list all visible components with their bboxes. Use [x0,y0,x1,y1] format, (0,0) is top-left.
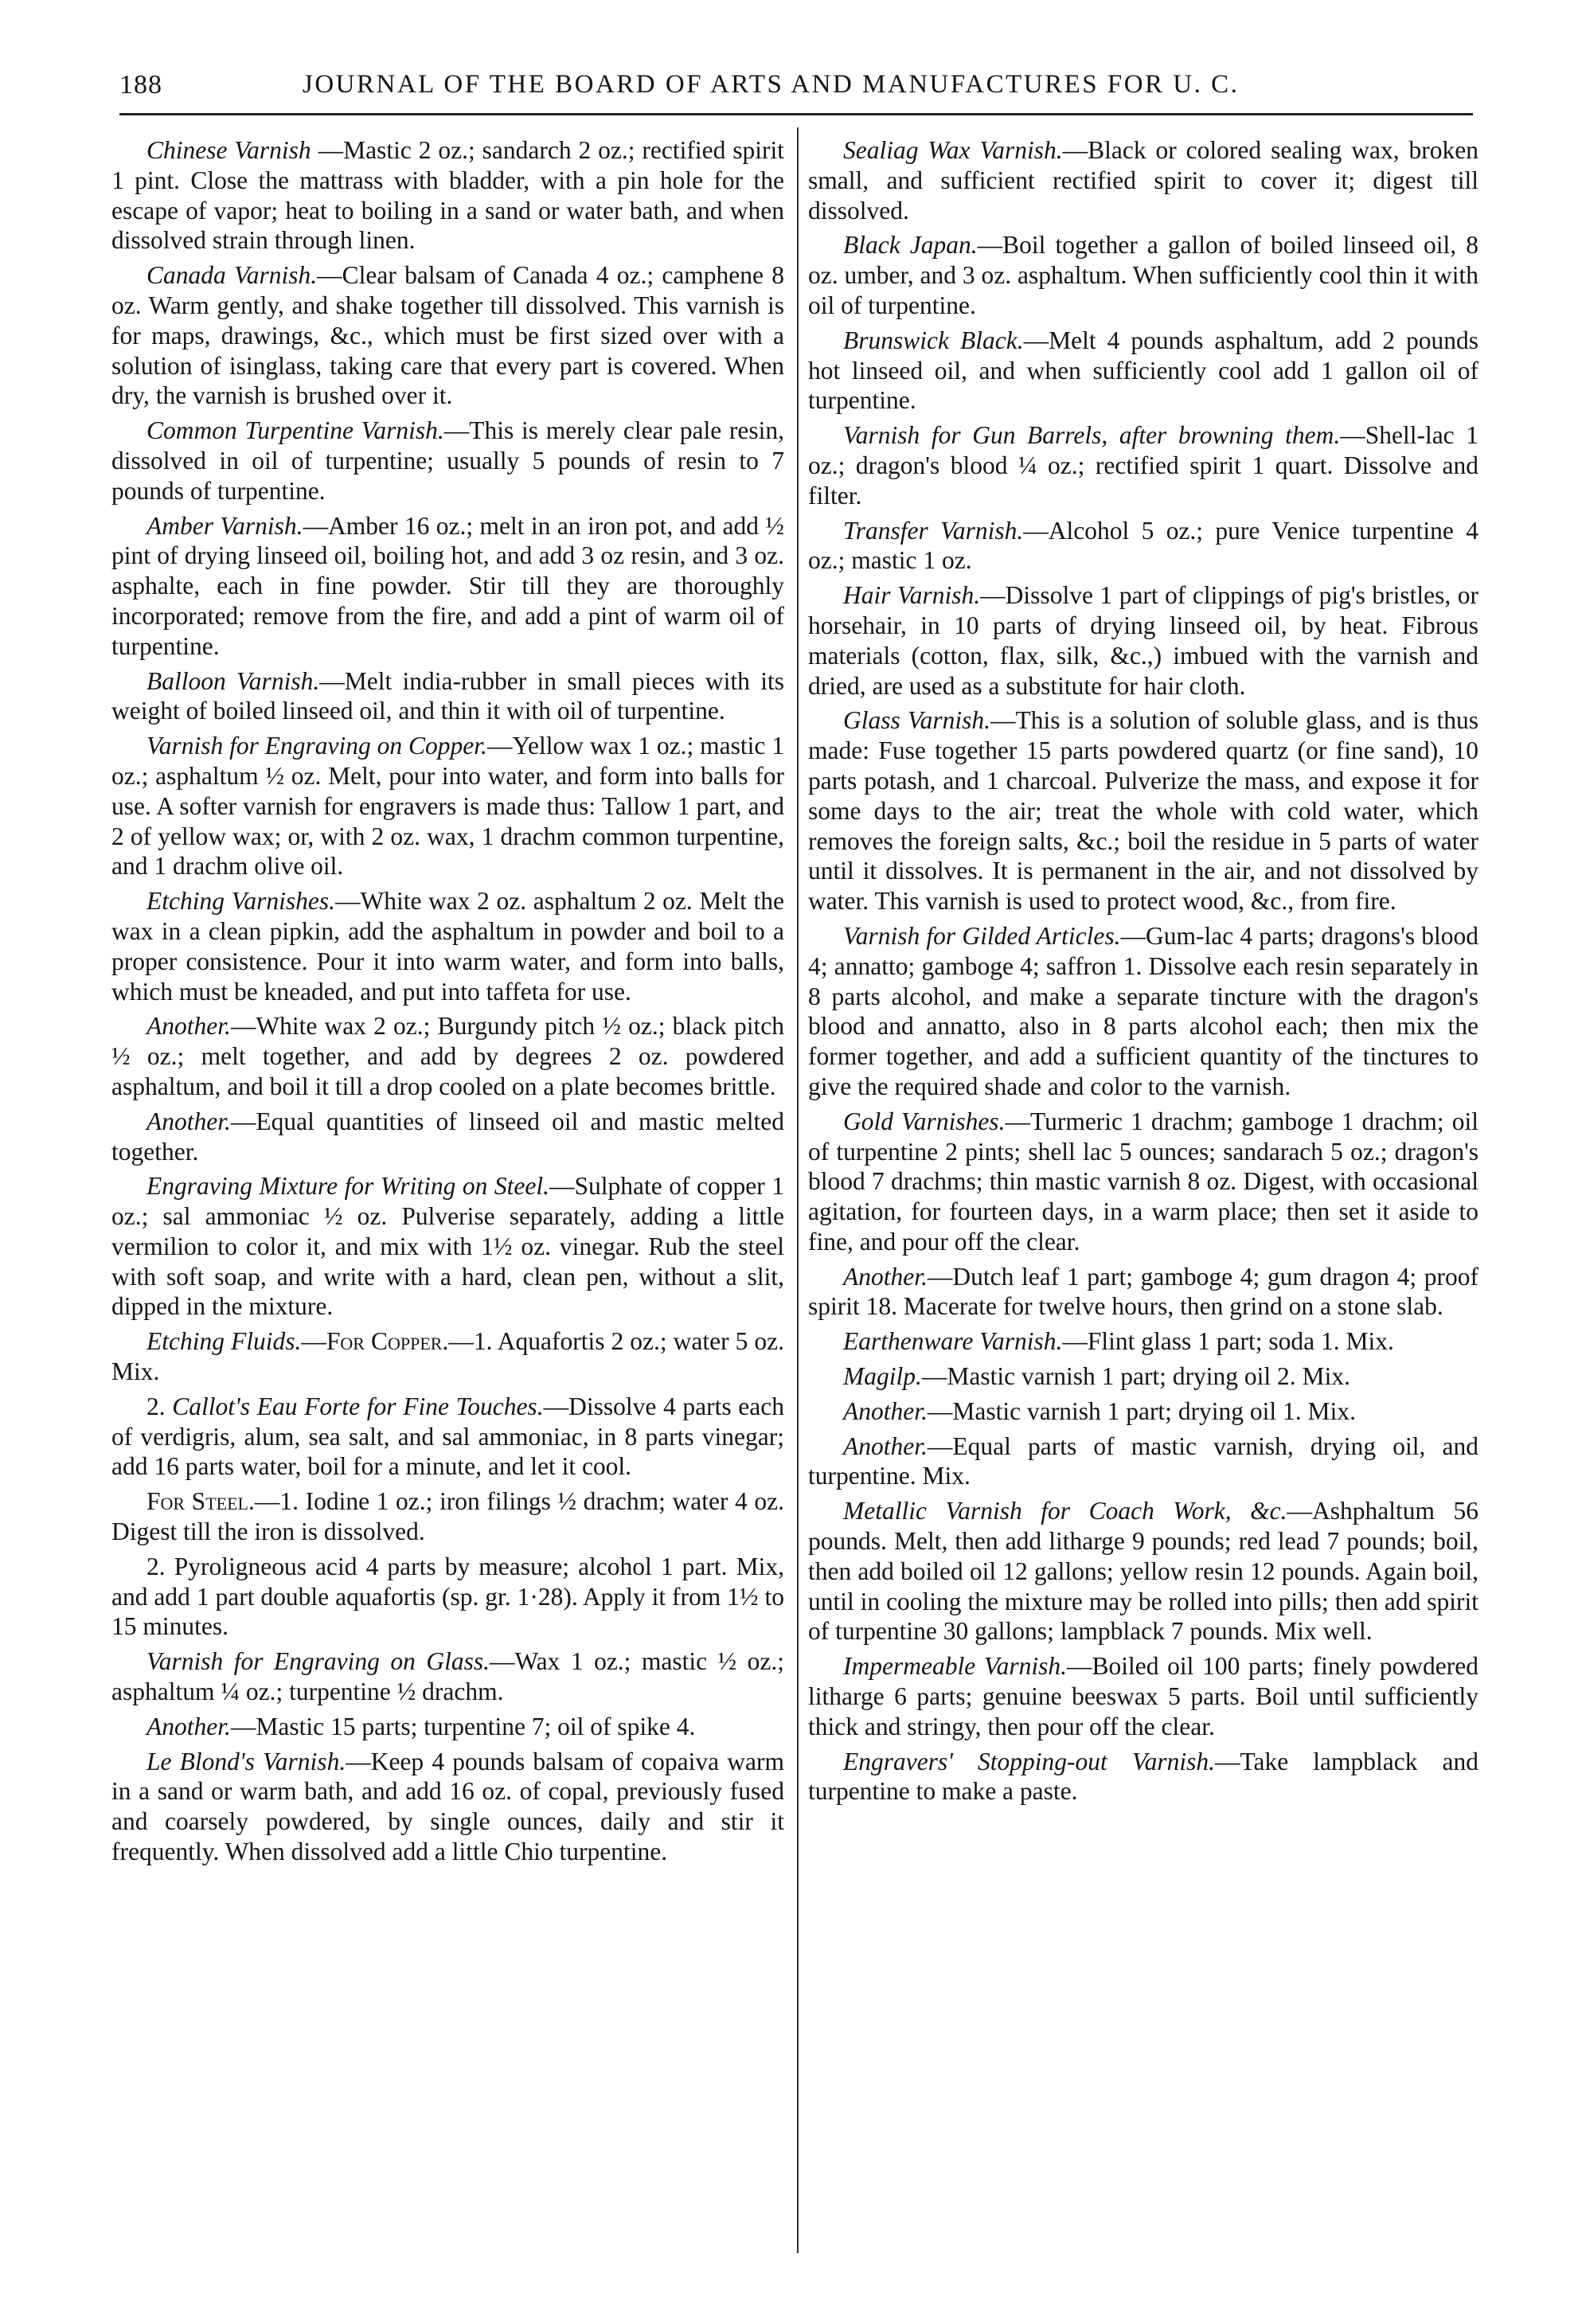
recipe-heading: Another. [146,1712,231,1740]
recipe-text: —Flint glass 1 part; soda 1. Mix. [1062,1327,1394,1356]
recipe-text: —Shell-lac 1 oz.; dragon's blood ¼ oz.; rectified spirit 1 quart. Dissolve and filter. [808,421,1478,510]
recipe-paragraph [111,1646,784,1707]
recipe-paragraph [111,731,784,881]
recipe-text: —Keep 4 pounds balsam of copaiva warm in a sand or warm bath, and add 16 oz. of copal, previously fused and coarsely powdered, by single ounces, daily and stir it frequently. When dissolved add a little Chio turpentine. [111,1747,784,1866]
recipe-heading: Varnish for Gun Barrels, after browning them. [843,421,1341,450]
recipe-text: —Black or colored sealing wax, broken small, and sufficient rectified spirit to cover it; digest till dissolved. [808,136,1478,225]
recipe-paragraph [808,1747,1478,1807]
recipe-text: —1. Iodine 1 oz.; iron filings ½ drachm; water 4 oz. Digest till the iron is dissolved. [111,1487,784,1546]
recipe-paragraph [111,416,784,506]
recipe-heading: Sealiag Wax Varnish. [843,136,1063,164]
recipe-text: —Wax 1 oz.; mastic ½ oz.; asphaltum ¼ oz.; turpentine ½ drachm. [111,1647,784,1706]
recipe-text: —Gum-lac 4 parts; dragons's blood 4; annatto; gamboge 4; saffron 1. Dissolve each resin separately in 8 parts alcohol, and make a separate tincture with the dragon's blood and annatto, also in 8 parts alcohol each; then mix the former together, and add a sufficient quantity of the tinctures to give the required shade and color to the varnish. [808,921,1478,1100]
recipe-paragraph [808,705,1478,916]
recipe-text: —Mastic varnish 1 part; drying oil 1. Mix. [927,1396,1356,1425]
recipe-heading: Hair Varnish. [843,581,981,610]
recipe-text: —Melt 4 pounds asphaltum, add 2 pounds hot linseed oil, and when sufficiently cool add 1 gallon oil of turpentine. [808,326,1478,415]
recipe-paragraph [111,1486,784,1547]
recipe-paragraph [808,135,1478,225]
subheading-smallcaps: For Copper. [326,1327,449,1356]
recipe-text: —Dissolve 4 parts each of verdigris, alum, sea salt, and sal ammoniac, in 8 parts vinegar; add 16 parts water, boil for a minute, and let it cool. [111,1392,784,1481]
recipe-text: —Alcohol 5 oz.; pure Venice turpentine 4 oz.; mastic 1 oz. [808,516,1478,575]
recipe-heading: Transfer Varnish. [843,516,1024,545]
recipe-paragraph [111,511,784,662]
page-number: 188 [119,70,162,100]
recipe-text: —This is a solution of soluble glass, and is thus made: Fuse together 15 parts powdered quartz (or fine sand), 10 parts potash, and 1 charcoal. Pulverize the mass, and expose it for some days to the air; treat the whole with cold water, which removes the foreign salts, &c.; boil the residue in 5 parts of water until it dissolves. It is permanent in the air, and not dissolved by water. This varnish is used to protect wood, &c., from fire. [808,706,1478,916]
recipe-paragraph [111,1326,784,1387]
recipe-paragraph [808,1262,1478,1322]
recipe-heading: Varnish for Engraving on Copper. [146,732,487,760]
recipe-paragraph [111,260,784,411]
recipe-text: —Mastic varnish 1 part; drying oil 2. Mix. [921,1362,1350,1391]
recipe-heading: Metallic Varnish for Coach Work, &c. [843,1497,1287,1525]
left-column [111,135,784,1872]
recipe-paragraph [808,326,1478,416]
recipe-paragraph [111,1712,784,1742]
paragraph-number: 2. [146,1392,173,1420]
recipe-heading: Etching Varnishes. [146,887,335,916]
recipe-paragraph [111,1011,784,1101]
recipe-paragraph [111,886,784,1006]
recipe-text: —Turmeric 1 drachm; gamboge 1 drachm; oil of turpentine 2 pints; shell lac 5 ounces; sandarach 5 oz.; dragon's blood 7 drachms; thin mastic varnish 8 oz. Digest, with occasional agitation, for fourteen days, in a warm place; then set it aside to fine, and pour off the clear. [808,1107,1478,1256]
recipe-heading: Etching Fluids. [146,1327,302,1356]
paragraph-number: 2. [146,1552,174,1580]
recipe-heading: Another. [843,1432,928,1460]
recipe-paragraph [808,921,1478,1102]
recipe-heading: Common Turpentine Varnish. [146,416,444,445]
recipe-paragraph [111,1392,784,1482]
recipe-paragraph [808,516,1478,576]
recipe-heading: Engraving Mixture for Writing on Steel. [146,1172,549,1201]
recipe-text: —Sulphate of copper 1 oz.; sal ammoniac ½ oz. Pulverise separately, adding a little vermilion to color it, and mix with 1½ oz. vinegar. Rub the steel with soft soap, and write with a hard, clean pen, without a slit, dipped in the mixture. [111,1172,784,1321]
recipe-text: —White wax 2 oz. asphaltum 2 oz. Melt the wax in a clean pipkin, add the asphaltum in powder and boil to a proper consistence. Pour it into warm water, and form into balls, which must be kneaded, and put into taffeta for use. [111,887,784,1006]
recipe-heading: Another. [843,1396,928,1425]
recipe-text: —Amber 16 oz.; melt in an iron pot, and add ½ pint of drying linseed oil, boiling hot, and add 3 oz resin, and 3 oz. asphalte, each in fine powder. Stir till they are thoroughly incorporated; remove from the fire, and add a pint of warm oil of turpentine. [111,511,784,660]
recipe-paragraph [808,1396,1478,1427]
recipe-text: —Yellow wax 1 oz.; mastic 1 oz.; asphaltum ½ oz. Melt, pour into water, and form into balls for use. A softer varnish for engravers is made thus: Tallow 1 part, and 2 of yellow wax; or, with 2 oz. wax, 1 drachm common turpentine, and 1 drachm olive oil. [111,732,784,881]
recipe-text: —White wax 2 oz.; Burgundy pitch ½ oz.; black pitch ½ oz.; melt together, and add by degrees 2 oz. powdered asphaltum, and boil it till a drop cooled on a plate becomes brittle. [111,1012,784,1100]
recipe-text: —Boil together a gallon of boiled linseed oil, 8 oz. umber, and 3 oz. asphaltum. When sufficiently cool thin it with oil of turpentine. [808,231,1479,319]
recipe-paragraph [111,1107,784,1167]
recipe-heading: Another. [146,1107,231,1135]
recipe-heading: Balloon Varnish. [146,666,320,695]
recipe-paragraph [808,230,1478,320]
recipe-paragraph [808,1107,1478,1257]
recipe-paragraph [808,420,1478,510]
recipe-text: —Clear balsam of Canada 4 oz.; camphene 8 oz. Warm gently, and shake together till dissolved. This varnish is for maps, drawings, &c., which must be first sized over with a solution of isinglass, taking care that every part is covered. When dry, the varnish is brushed over it. [111,261,785,410]
recipe-paragraph [808,1326,1478,1357]
recipe-text: Pyroligneous acid 4 parts by measure; alcohol 1 part. Mix, and add 1 part double aquafortis (sp. gr. 1·28). Apply it from 1½ to 15 minutes. [111,1552,784,1641]
recipe-text: —Melt india-rubber in small pieces with its weight of boiled linseed oil, and thin it with oil of turpentine. [111,666,784,725]
recipe-heading: Amber Varnish. [146,511,303,540]
recipe-text: —Equal quantities of linseed oil and mastic melted together. [111,1107,784,1166]
subheading-smallcaps: For Steel. [146,1487,255,1516]
running-header [119,65,1473,113]
recipe-text: —Ashphaltum 56 pounds. Melt, then add litharge 9 pounds; red lead 7 pounds; boil, then add boiled oil 12 gallons; yellow resin 12 pounds. Again boil, until in cooling the mixture may be rolled into pills; then add spirit of turpentine 30 gallons; lampblack 7 pounds. Mix well. [808,1497,1478,1646]
recipe-paragraph [111,1552,784,1642]
recipe-heading: Black Japan. [843,231,978,260]
recipe-text: —Dissolve 1 part of clippings of pig's bristles, or horsehair, in 10 parts of drying linseed oil, by heat. Fibrous materials (cotton, flax, silk, &c.,) imbued with the varnish and dried, are used as a substitute for hair cloth. [808,581,1478,700]
recipe-heading: Callot's Eau Forte for Fine Touches. [172,1392,544,1420]
header-rule [119,113,1473,115]
recipe-heading: Magilp. [843,1362,922,1391]
recipe-paragraph [111,666,784,727]
recipe-paragraph [808,1651,1478,1741]
recipe-paragraph [808,1361,1478,1392]
running-title: JOURNAL OF THE BOARD OF ARTS AND MANUFACTURES FOR U. C. [303,70,1240,99]
recipe-heading: Gold Varnishes. [843,1107,1006,1135]
recipe-text: —This is merely clear pale resin, dissolved in oil of turpentine; usually 5 pounds of resin to 7 pounds of turpentine. [111,416,784,505]
recipe-paragraph [111,1171,784,1322]
recipe-text: —Boiled oil 100 parts; finely powdered litharge 6 parts; genuine beeswax 5 parts. Boil until sufficiently thick and stringy, then pour off the clear. [808,1652,1479,1740]
recipe-paragraph [111,1747,784,1867]
recipe-heading: Le Blond's Varnish. [146,1747,346,1775]
recipe-paragraph [808,1496,1478,1646]
recipe-paragraph [808,580,1478,701]
recipe-text: —Take lampblack and turpentine to make a paste. [808,1747,1479,1806]
recipe-heading: Varnish for Gilded Articles. [843,921,1121,950]
recipe-heading: Another. [146,1012,231,1041]
recipe-text: —Mastic 2 oz.; sandarch 2 oz.; rectified spirit 1 pint. Close the mattrass with bladder, with a pin hole for the escape of vapor; heat to boiling in a sand or water bath, and when dissolved strain through linen. [111,136,784,255]
recipe-heading: Glass Varnish. [843,706,991,735]
recipe-text: — [301,1327,326,1356]
right-column [808,135,1478,1811]
recipe-heading: Brunswick Black. [843,326,1024,354]
recipe-heading: Canada Varnish. [146,261,318,290]
recipe-heading: Another. [843,1262,928,1291]
column-divider [797,127,799,2253]
recipe-text: —Equal parts of mastic varnish, drying oil, and turpentine. Mix. [808,1432,1478,1490]
recipe-heading: Engravers' Stopping-out Varnish. [843,1747,1215,1775]
recipe-heading: Earthenware Varnish. [843,1327,1063,1356]
recipe-heading: Impermeable Varnish. [843,1652,1068,1681]
recipe-heading: Varnish for Engraving on Glass. [146,1647,490,1676]
recipe-text: —Mastic 15 parts; turpentine 7; oil of spike 4. [230,1712,696,1740]
recipe-paragraph [111,135,784,256]
recipe-paragraph [808,1432,1478,1492]
recipe-text: —1. Aquafortis 2 oz.; water 5 oz. Mix. [111,1327,785,1386]
recipe-text: —Dutch leaf 1 part; gamboge 4; gum dragon 4; proof spirit 18. Macerate for twelve hours, then grind on a stone slab. [808,1262,1478,1321]
recipe-heading: Chinese Varnish [146,136,311,164]
